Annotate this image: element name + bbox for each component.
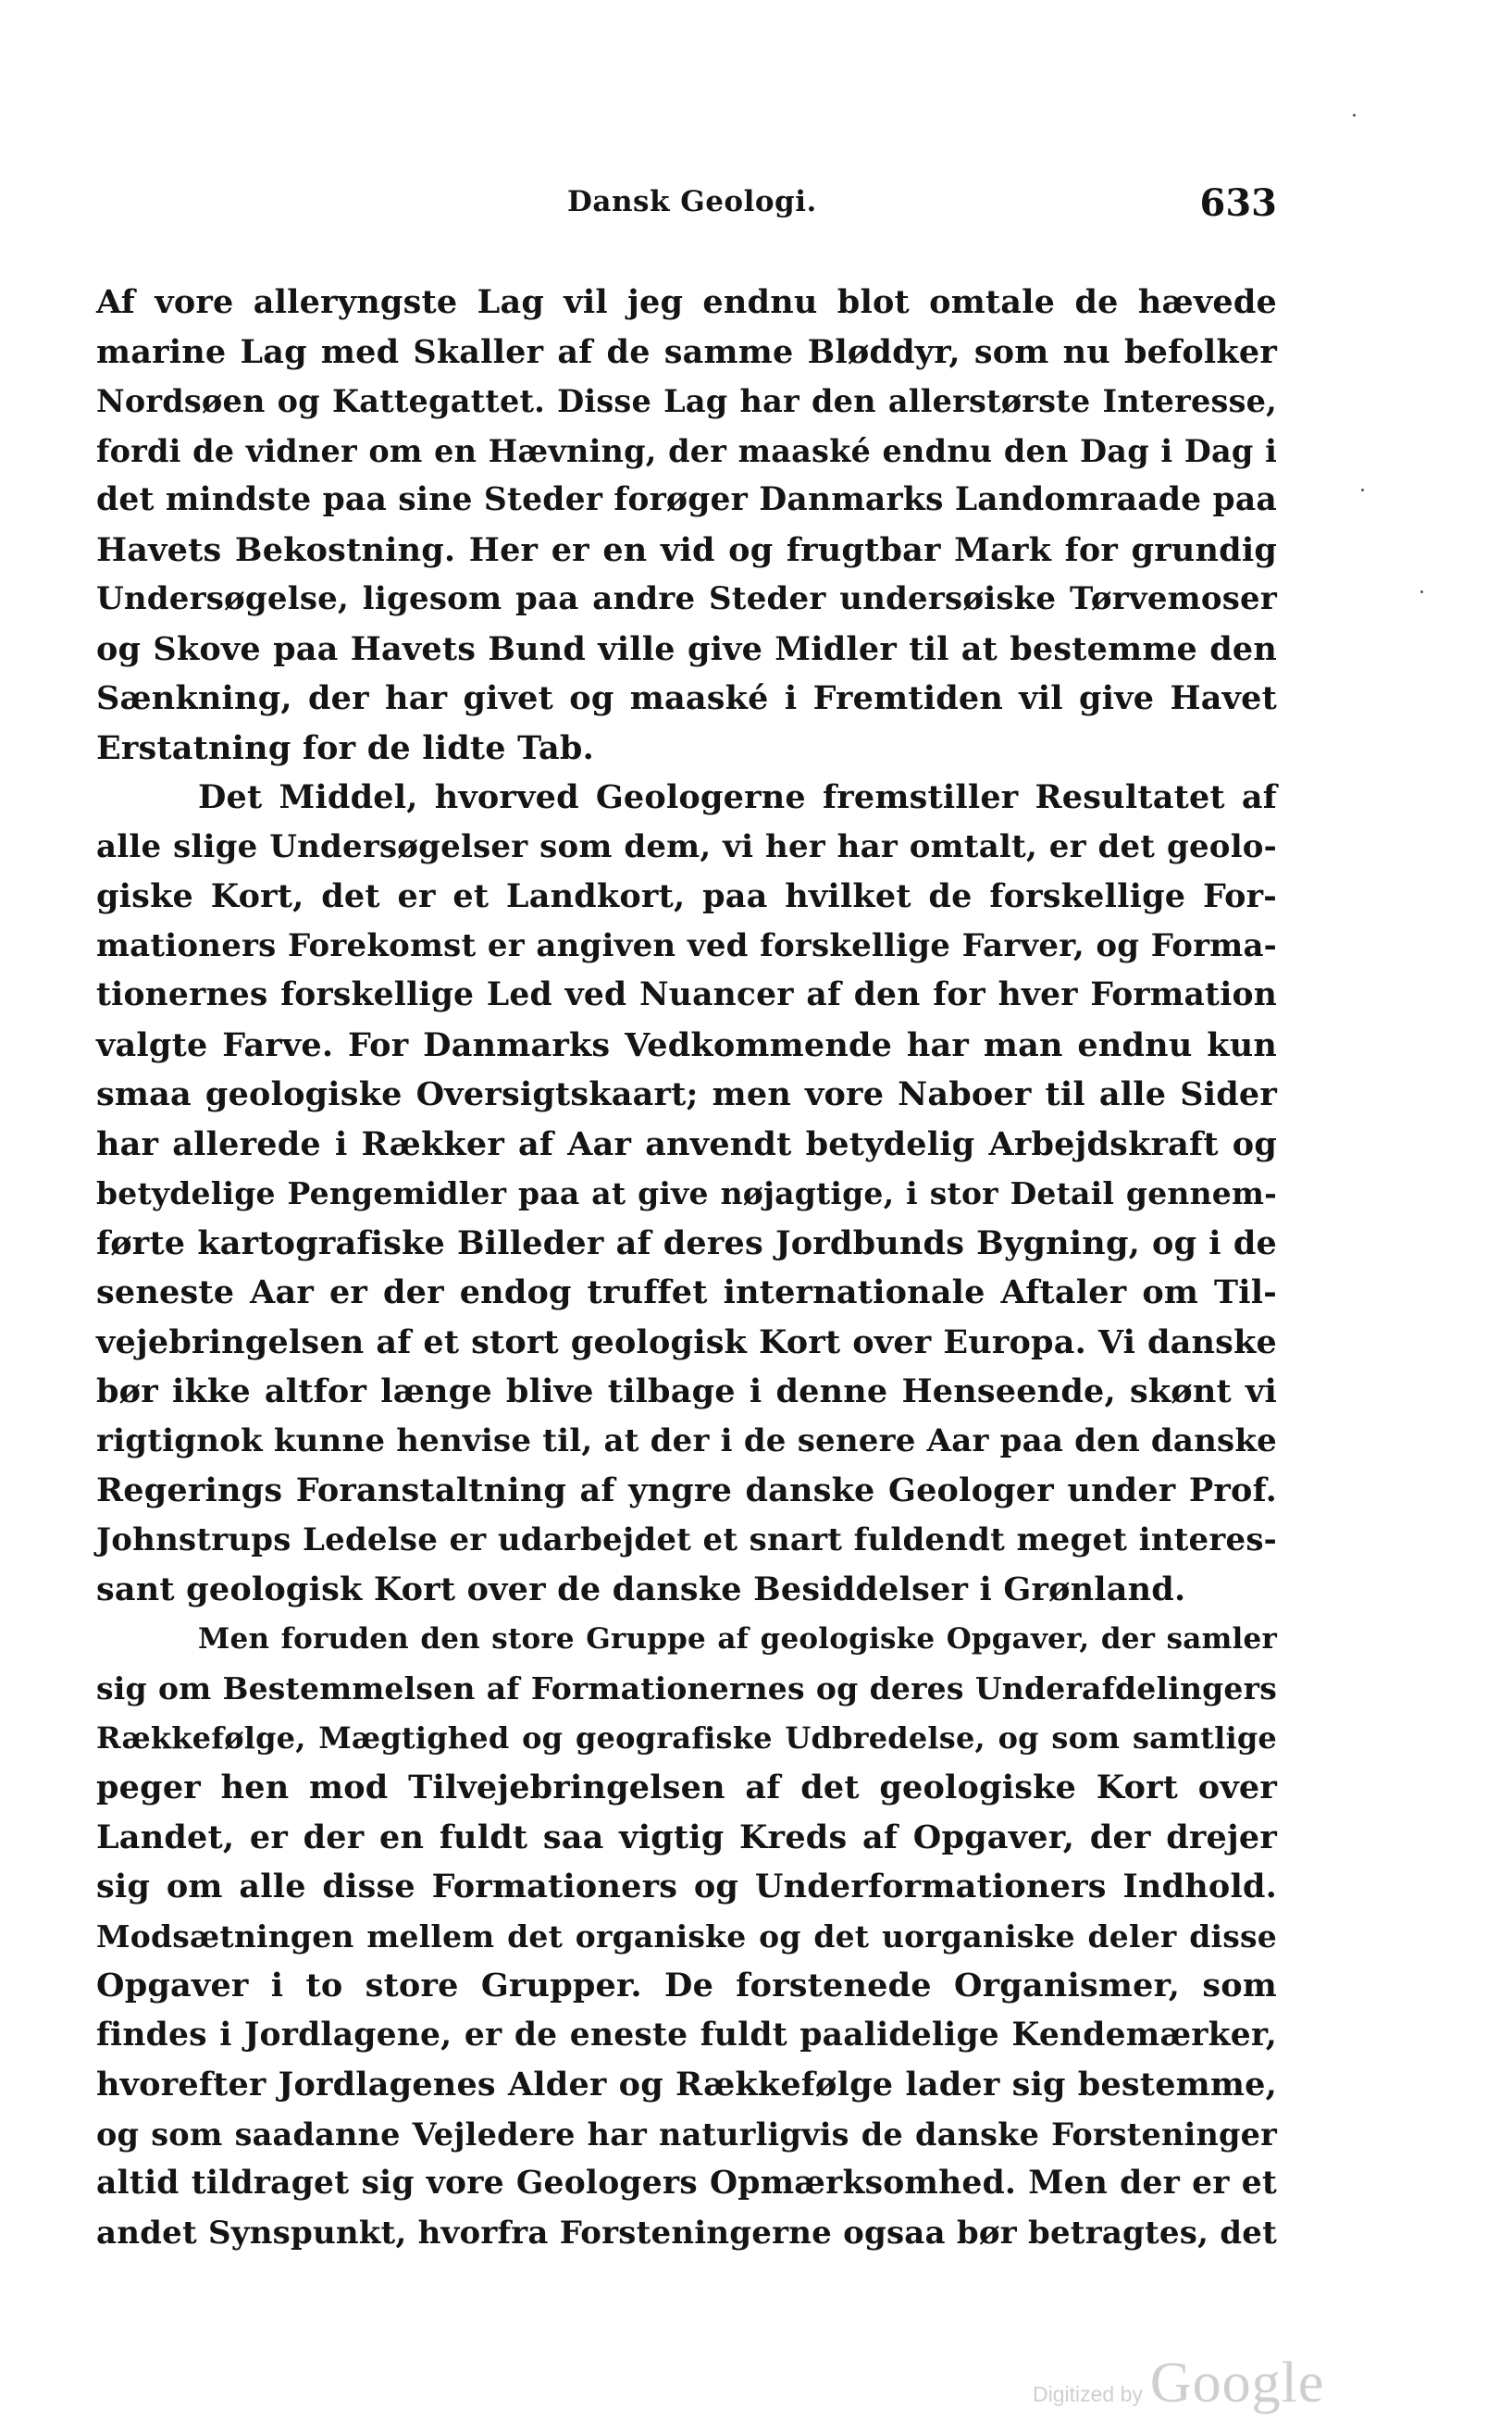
text-line: fordi de vidner om en Hævning, der maaské endnu den Dag i Dag i [96, 432, 1277, 469]
body-text [96, 278, 1277, 2258]
text-line: valgte Farve. For Danmarks Vedkommende har man endnu kun [96, 1025, 1277, 1064]
scan-speck [1361, 489, 1364, 491]
page-number: 633 [1199, 181, 1277, 225]
text-line: vejebringelsen af et stort geologisk Kort over Europa. Vi danske [96, 1322, 1277, 1361]
text-line: smaa geologiske Oversigtskaart; men vore Naboer til alle Sider [96, 1075, 1277, 1113]
text-line: giske Kort, det er et Landkort, paa hvilket de forskellige For- [96, 877, 1277, 915]
text-line: betydelige Pengemidler paa at give nøjagtige, i stor Detail gennem- [96, 1175, 1277, 1211]
watermark-digitized-text: Digitized by [1033, 2382, 1143, 2406]
text-line: Landet, er der en fuldt saa vigtig Kreds af Opgaver, der drejer [96, 1818, 1277, 1856]
text-line: Johnstrups Ledelse er udarbejdet et snart fuldendt meget interes- [96, 1520, 1277, 1558]
text-line: Af vore alleryngste Lag vil jeg endnu blot omtale de hævede [96, 283, 1277, 321]
text-line: har allerede i Rækker af Aar anvendt betydelig Arbejdskraft og [96, 1124, 1277, 1163]
text-line: sig om alle disse Formationers og Underformationers Indhold. [96, 1868, 1277, 1905]
text-line: alle slige Undersøgelser som dem, vi her har omtalt, er det geolo- [96, 827, 1277, 865]
scan-speck [1353, 114, 1356, 117]
text-line: sant geologisk Kort over de danske Besiddelser i Grønland. [96, 1570, 1186, 1608]
paragraph-start-line: Det Middel, hvorved Geologerne fremstiller Resultatet af [198, 778, 1277, 816]
text-line: det mindste paa sine Steder forøger Danmarks Landomraade paa [96, 481, 1277, 518]
text-line: hvorefter Jordlagenes Alder og Rækkefølge lader sig bestemme, [96, 2066, 1277, 2104]
google-logo: Google [1149, 2352, 1325, 2414]
scan-speck [1420, 590, 1423, 593]
text-line: Regerings Foranstaltning af yngre danske Geologer under Prof. [96, 1471, 1277, 1509]
text-line: og Skove paa Havets Bund ville give Midler til at bestemme den [96, 629, 1277, 668]
text-line: bør ikke altfor længe blive tilbage i denne Henseende, skønt vi [96, 1372, 1277, 1410]
text-line: seneste Aar er der endog truffet internationale Aftaler om Til- [96, 1273, 1277, 1311]
running-title: Dansk Geologi. [567, 185, 817, 218]
text-line: førte kartografiske Billeder af deres Jordbunds Bygning, og i de [96, 1223, 1277, 1262]
paragraph-start-line: Men foruden den store Gruppe af geologiske Opgaver, der samler [198, 1621, 1277, 1656]
text-line: Erstatning for de lidte Tab. [96, 728, 594, 767]
google-watermark [1033, 2351, 1324, 2416]
text-line: peger hen mod Tilvejebringelsen af det geologiske Kort over [96, 1768, 1277, 1806]
text-line: findes i Jordlagene, er de eneste fuldt paalidelige Kendemærker, [96, 2016, 1277, 2054]
text-line: Havets Bekostning. Her er en vid og frugtbar Mark for grundig [96, 530, 1277, 569]
text-line: og som saadanne Vejledere har naturligvis de danske Forsteninger [96, 2116, 1277, 2153]
page-header [96, 181, 1277, 241]
text-line: marine Lag med Skaller af de samme Bløddyr, som nu befolker [96, 332, 1277, 371]
text-line: andet Synspunkt, hvorfra Forsteningerne ogsaa bør betragtes, det [96, 2214, 1277, 2252]
text-line: Opgaver i to store Grupper. De forstenede Organismer, som [96, 1967, 1277, 2004]
text-line: tionernes forskellige Led ved Nuancer af den for hver Formation [96, 976, 1277, 1013]
text-line: altid tildraget sig vore Geologers Opmærksomhed. Men der er et [96, 2165, 1277, 2202]
text-line: Modsætningen mellem det organiske og det uorganiske deler disse [96, 1917, 1277, 1955]
text-line: rigtignok kunne henvise til, at der i de senere Aar paa den danske [96, 1421, 1277, 1459]
text-line: Rækkefølge, Mægtighed og geografiske Udbredelse, og som samtlige [96, 1719, 1277, 1756]
text-line: mationers Forekomst er angiven ved forskellige Farver, og Forma- [96, 926, 1277, 964]
text-line: sig om Bestemmelsen af Formationernes og deres Underafdelingers [96, 1670, 1277, 1706]
text-line: Nordsøen og Kattegattet. Disse Lag har den allerstørste Interesse, [96, 383, 1277, 419]
text-line: Sænkning, der har givet og maaské i Fremtiden vil give Havet [96, 679, 1277, 717]
text-line: Undersøgelse, ligesom paa andre Steder undersøiske Tørvemoser [96, 580, 1277, 617]
